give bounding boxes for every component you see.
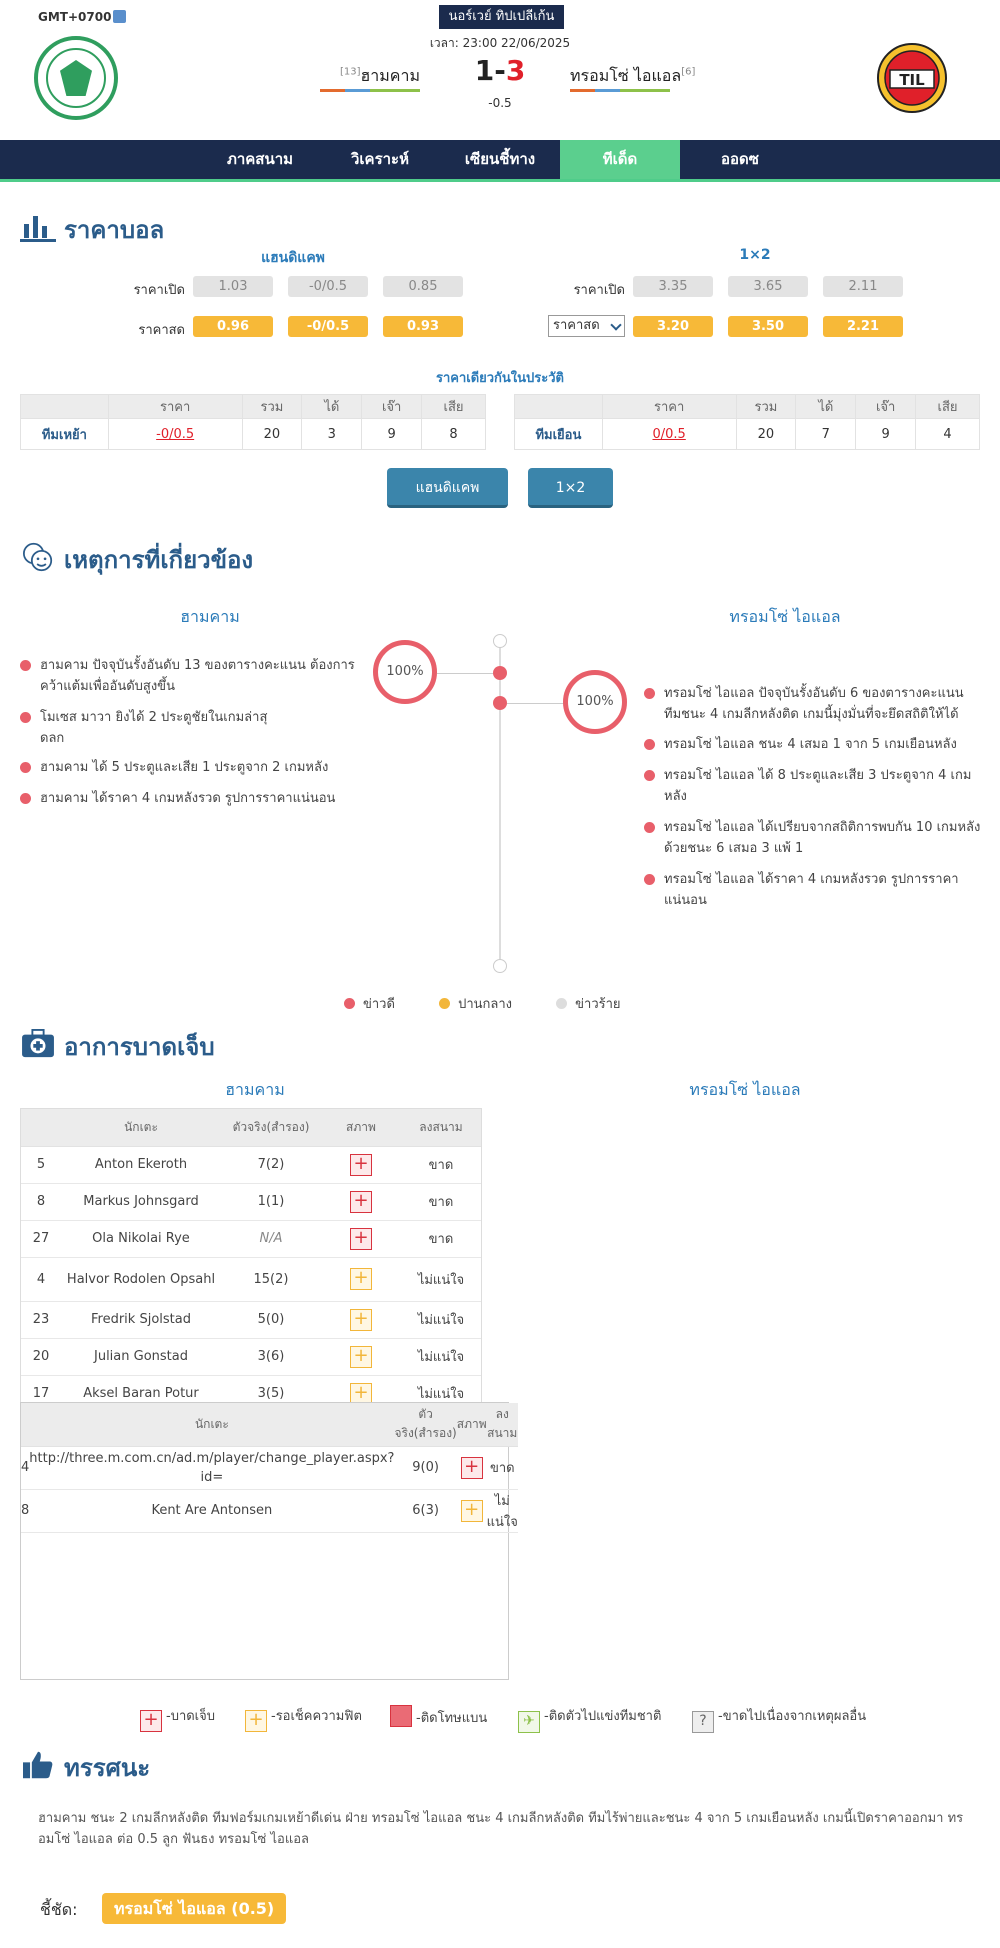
timeline-dot-away <box>493 696 507 710</box>
events-section-title: เหตุการที่เกี่ยวข้อง <box>20 540 253 579</box>
events-legend: ข่าวดี ปานกลาง ข่าวร้าย <box>344 993 621 1014</box>
timeline-start <box>493 634 507 648</box>
table-row: 8 Kent Are Antonsen 6(3) + ไม่แน่ใจ <box>21 1489 518 1532</box>
history-table-home: ราคา รวม ได้ เจ๊า เสีย ทีมเหย้า -0/0.5 20 3 9 8 <box>20 394 486 450</box>
odds-type-select[interactable]: ราคาสด <box>548 315 625 337</box>
open-odds-label: ราคาเปิด <box>133 283 185 298</box>
table-row: 27 Ola Nikolai Rye N/A + ขาด <box>21 1220 481 1257</box>
timezone-label: GMT+0700 <box>38 10 112 24</box>
injury-overlay-table: นักเตะ ตัวจริง(สำรอง) สภาพ ลงสนาม 4 http://three.m.com.cn/ad.m/player/change_player.aspx?id= 9(0) + ขาด 8 Kent Are Antonsen 6(3) + ไม่แน่ใจ <box>21 1403 518 1533</box>
question-icon: ? <box>692 1711 714 1733</box>
table-row: 4 Halvor Rodolen Opsahl 15(2) + ไม่แน่ใจ <box>21 1257 481 1301</box>
pick-badge: ทรอมโซ่ ไอแอล (0.5) <box>102 1893 286 1924</box>
table-row: 8 Markus Johnsgard 1(1) + ขาด <box>21 1183 481 1220</box>
good-news-dot <box>644 688 655 699</box>
handicap-button[interactable]: แฮนดิแคพ <box>387 468 508 508</box>
injury-home-panel <box>20 1108 482 1403</box>
main-nav <box>0 140 1000 182</box>
injury-home-table: นักเตะ ตัวจริง(สำรอง) สภาพ ลงสนาม 5 Anton Ekeroth 7(2) + ขาด 8 Markus Johnsgard 1(1) + ขาด 27 Ola Nikolai Rye N/A + ขาด 4 Halvor Rodolen Opsahl 15(2) + ไม่แน่ใจ 23 Fredrik Sjolstad 5(0) + ไม่แน่ใจ 20 Julian Gonstad 3(6) + ไม่แน่ใจ 17 Aksel Baran Potur 3(5) + ไม่แน่ใจ <box>21 1109 481 1403</box>
fitness-doubt-icon: + <box>350 1383 372 1404</box>
injured-icon: + <box>350 1191 372 1213</box>
match-header <box>0 0 1000 140</box>
injured-icon: + <box>461 1457 483 1479</box>
injury-away-name: ทรอมโซ่ ไอแอล <box>689 1080 801 1099</box>
match-datetime: เวลา: 23:00 22/06/2025 <box>429 36 571 50</box>
table-row: 5 Anton Ekeroth 7(2) + ขาด <box>21 1146 481 1183</box>
injured-icon: + <box>350 1154 372 1176</box>
away-team-name[interactable]: ทรอมโซ่ ไอแอล[6] <box>570 66 696 85</box>
injury-legend-national: ✈ -ติดตัวไปแข่งทีมชาติ <box>518 1705 661 1733</box>
timezone-selector[interactable] <box>38 10 126 24</box>
injury-legend-other: ? -ขาดไปเนื่องจากเหตุผลอื่น <box>692 1705 866 1733</box>
away-event-item: ทรอมโซ่ ไอแอล ชนะ 4 เสมอ 1 จาก 5 เกมเยือนหลัง <box>664 734 984 755</box>
x12-live-home: 3.20 <box>633 316 713 337</box>
good-news-dot <box>644 822 655 833</box>
home-event-item: ฮามคาม ได้ 5 ประตูและเสีย 1 ประตูจาก 2 เกมหลัง <box>40 757 360 778</box>
fitness-doubt-icon: + <box>350 1309 372 1331</box>
timeline-dot-home <box>493 666 507 680</box>
home-event-item: ฮามคาม ได้ราคา 4 เกมหลังรวด รูปการราคาแน่นอน <box>40 788 360 809</box>
score: 1-3 <box>474 54 526 87</box>
events-home-name: ฮามคาม <box>180 607 240 626</box>
handicap-open-line: -0/0.5 <box>288 276 368 297</box>
good-news-dot <box>344 998 355 1009</box>
handicap-open-home: 1.03 <box>193 276 273 297</box>
opinion-text: ฮามคาม ชนะ 2 เกมลีกหลังติด ทีมฟอร์มเกมเหย้าดีเด่น ฝ่าย ทรอมโซ่ ไอแอล ชนะ 4 เกมลีกหลังติด ทีมไร้พ่ายและชนะ 4 จาก 5 เกมเยือนหลัง เกมนี้เปิดราคาออกมา ทรอมโซ่ ไอแอล ต่อ 0.5 ลูก ฟันธง ทรอมโซ่ ไอแอล <box>38 1811 964 1847</box>
bad-news-dot <box>556 998 567 1009</box>
x12-open-home: 3.35 <box>633 276 713 297</box>
history-price-link[interactable]: 0/0.5 <box>602 419 736 450</box>
away-event-item: ทรอมโซ่ ไอแอล ได้เปรียบจากสถิติการพบกัน 10 เกมหลังด้วยชนะ 6 เสมอ 3 แพ้ 1 <box>664 817 984 859</box>
chevron-down-icon <box>610 319 621 330</box>
injured-icon: + <box>350 1228 372 1250</box>
injured-icon: + <box>140 1710 162 1732</box>
good-news-dot <box>644 874 655 885</box>
home-event-item: โมเซส มาวา ยิงได้ 2 ประตูชัยในเกมล่าสุดลก <box>40 707 290 749</box>
away-form-bar <box>570 89 670 92</box>
timeline <box>499 640 501 965</box>
faces-icon <box>20 542 56 572</box>
history-price-link[interactable]: -0/0.5 <box>108 419 242 450</box>
away-team-logo[interactable] <box>876 38 948 120</box>
x12-live-draw: 3.50 <box>728 316 808 337</box>
handicap-line: -0.5 <box>488 96 512 110</box>
svg-text:TIL: TIL <box>899 71 925 89</box>
timezone-icon <box>113 10 126 23</box>
good-news-dot <box>20 660 31 671</box>
table-row: 23 Fredrik Sjolstad 5(0) + ไม่แน่ใจ <box>21 1301 481 1338</box>
tab-expert[interactable]: เซียนชี้ทาง <box>464 150 536 168</box>
tab-analysis[interactable]: วิเคราะห์ <box>350 150 409 168</box>
injury-legend-injured: + -บาดเจ็บ <box>140 1705 215 1732</box>
fitness-doubt-icon: + <box>245 1710 267 1732</box>
home-form-bar <box>320 89 420 92</box>
table-row: 20 Julian Gonstad 3(6) + ไม่แน่ใจ <box>21 1338 481 1375</box>
home-team-name[interactable]: [13]ฮามคาม <box>339 66 420 85</box>
good-news-dot <box>644 739 655 750</box>
neutral-news-dot <box>439 998 450 1009</box>
connector-away <box>507 703 565 704</box>
x12-open-label: ราคาเปิด <box>573 283 625 298</box>
handicap-live-line: -0/0.5 <box>288 316 368 337</box>
x12-live-away: 2.21 <box>823 316 903 337</box>
handicap-heading: แฮนดิแคพ <box>261 250 325 266</box>
x12-open-draw: 3.65 <box>728 276 808 297</box>
injury-legend-suspended: -ติดโทษแบน <box>390 1705 487 1731</box>
handicap-live-away: 0.93 <box>383 316 463 337</box>
handicap-live-home: 0.96 <box>193 316 273 337</box>
history-table-away: ราคา รวม ได้ เจ๊า เสีย ทีมเยือน 0/0.5 20 7 9 4 <box>514 394 980 450</box>
good-news-dot <box>20 712 31 723</box>
bar-chart-icon <box>20 212 56 242</box>
fitness-doubt-icon: + <box>350 1346 372 1368</box>
league-badge[interactable]: นอร์เวย์ ทิปเปลีเก้น <box>439 5 564 29</box>
events-away-name: ทรอมโซ่ ไอแอล <box>729 607 841 626</box>
history-heading: ราคาเดียวกันในประวัติ <box>435 371 565 386</box>
tab-odds[interactable]: ออดซ <box>721 150 759 168</box>
tab-tips[interactable]: ทีเด็ด <box>560 140 680 179</box>
home-team-logo[interactable] <box>34 36 118 120</box>
injury-overlay-panel <box>20 1402 518 1680</box>
table-row: 4 http://three.m.com.cn/ad.m/player/change_player.aspx?id= 9(0) + ขาด <box>21 1446 518 1489</box>
handicap-open-away: 0.85 <box>383 276 463 297</box>
table-row: ทีมเยือน 0/0.5 20 7 9 4 <box>515 419 980 450</box>
injury-section-title: อาการบาดเจ็บ <box>20 1027 215 1066</box>
timeline-end <box>493 959 507 973</box>
good-news-dot <box>20 762 31 773</box>
medical-kit-icon <box>20 1029 56 1059</box>
home-event-item: ฮามคาม ปัจจุบันรั้งอันดับ 13 ของตารางคะแนน ต้องการคว้าแต้มเพื่ออันดับสูงขึ้น <box>40 655 360 697</box>
fitness-doubt-icon: + <box>350 1268 372 1290</box>
injury-home-name: ฮามคาม <box>225 1080 285 1099</box>
x12-open-away: 2.11 <box>823 276 903 297</box>
good-news-dot <box>20 793 31 804</box>
table-row: ทีมเหย้า -0/0.5 20 3 9 8 <box>21 419 486 450</box>
thumbs-up-icon <box>20 1750 56 1780</box>
away-event-item: ทรอมโซ่ ไอแอล ได้ 8 ประตูและเสีย 3 ประตูจาก 4 เกมหลัง <box>664 765 984 807</box>
away-event-item: ทรอมโซ่ ไอแอล ได้ราคา 4 เกมหลังรวด รูปการราคาแน่นอน <box>664 869 984 911</box>
suspended-icon <box>390 1705 412 1727</box>
plane-icon: ✈ <box>518 1711 540 1733</box>
table-row: 17 Aksel Baran Potur 3(5) + ไม่แน่ใจ <box>21 1375 481 1403</box>
injury-legend-doubt: + -รอเช็คความฟิต <box>245 1705 362 1732</box>
x12-heading: 1×2 <box>739 247 771 263</box>
odds-section-title: ราคาบอล <box>20 210 164 249</box>
opinion-section-title: ทรรศนะ <box>20 1748 150 1787</box>
tab-field[interactable]: ภาคสนาม <box>226 150 294 168</box>
pick-label: ชี้ชัด: <box>40 1900 78 1919</box>
good-news-dot <box>644 770 655 781</box>
fitness-doubt-icon: + <box>461 1500 483 1522</box>
x12-button[interactable]: 1×2 <box>528 468 613 508</box>
home-percent-ring: 100% <box>373 640 437 704</box>
away-event-item: ทรอมโซ่ ไอแอล ปัจจุบันรั้งอันดับ 6 ของตารางคะแนน ทีมชนะ 4 เกมลีกหลังติด เกมนี้มุ่งมั่นที่จะยึดสถิติให้ได้ <box>664 683 984 725</box>
connector-home <box>437 673 493 674</box>
away-percent-ring: 100% <box>563 670 627 734</box>
live-odds-label: ราคาสด <box>138 323 185 338</box>
